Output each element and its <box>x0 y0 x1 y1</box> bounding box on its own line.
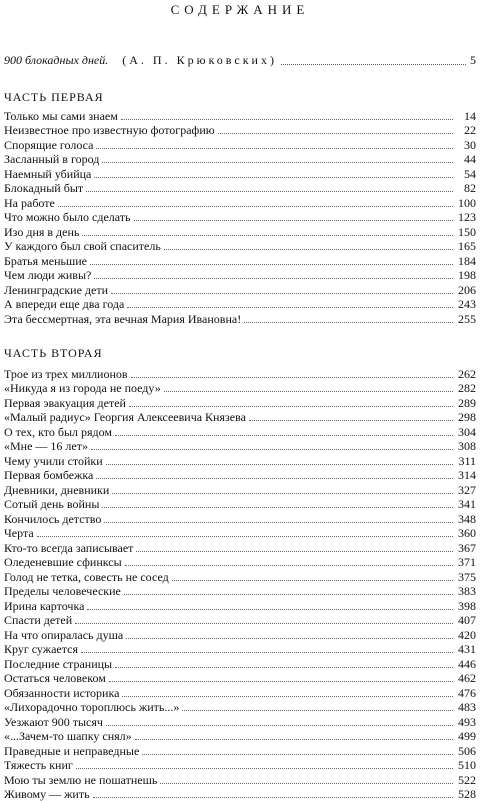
toc-entry-title: Ленинградские дети <box>4 283 108 297</box>
toc-entry-page-number: 499 <box>456 729 476 743</box>
toc-entry[interactable] <box>4 123 476 138</box>
toc-entry-page-number: 54 <box>456 167 476 181</box>
toc-entry-page-number: 398 <box>456 599 476 613</box>
dot-leader <box>93 797 453 798</box>
toc-entry[interactable] <box>4 210 476 225</box>
dot-leader <box>96 148 453 149</box>
toc-entry-page-number: 282 <box>456 381 476 395</box>
toc-entry[interactable] <box>4 424 476 439</box>
dot-leader <box>115 667 453 668</box>
toc-entry-title: Ирина карточка <box>4 599 84 613</box>
dot-leader <box>102 162 453 163</box>
toc-entry-title: Черта <box>4 526 34 540</box>
toc-entry-page-number: 22 <box>456 123 476 137</box>
toc-entry[interactable] <box>4 195 476 210</box>
dot-leader <box>142 754 453 755</box>
toc-entry[interactable] <box>4 282 476 297</box>
toc-entry[interactable] <box>4 584 476 599</box>
toc-entry[interactable] <box>4 152 476 167</box>
toc-entry-page-number: 298 <box>456 410 476 424</box>
toc-entry-title: Уезжают 900 тысяч <box>4 715 103 729</box>
dot-leader <box>81 652 453 653</box>
toc-entry[interactable] <box>4 613 476 628</box>
dot-leader <box>172 580 453 581</box>
toc-entry[interactable] <box>4 224 476 239</box>
part-one-heading: ЧАСТЬ ПЕРВАЯ <box>4 90 104 105</box>
toc-entry[interactable] <box>4 453 476 468</box>
toc-entry-page-number: 150 <box>456 225 476 239</box>
toc-entry-page-number: 431 <box>456 642 476 656</box>
toc-entry-title: Последние страницы <box>4 657 112 671</box>
toc-entry-page-number: 383 <box>456 584 476 598</box>
dot-leader <box>281 64 466 65</box>
toc-entry-page-number: 44 <box>456 152 476 166</box>
dot-leader <box>160 783 453 784</box>
dot-leader <box>164 249 453 250</box>
toc-entry[interactable] <box>4 526 476 541</box>
toc-entry-page-number: 184 <box>456 254 476 268</box>
dot-leader <box>104 522 453 523</box>
dot-leader <box>127 307 453 308</box>
dot-leader <box>111 293 453 294</box>
dot-leader <box>182 710 453 711</box>
dot-leader <box>218 133 453 134</box>
toc-entry-page-number: 82 <box>456 181 476 195</box>
dot-leader <box>102 507 453 508</box>
part-two-list <box>4 366 476 801</box>
toc-entry-title: Чему учили стойки <box>4 454 103 468</box>
toc-entry-page-number: 510 <box>456 758 476 772</box>
toc-entry-page-number: 311 <box>456 454 476 468</box>
toc-entry-page-number: 314 <box>456 468 476 482</box>
dot-leader <box>96 478 453 479</box>
toc-entry-title: Тяжесть книг <box>4 758 73 772</box>
toc-entry-page-number: 341 <box>456 497 476 511</box>
dot-leader <box>121 119 453 120</box>
toc-entry-title: Первая эвакуация детей <box>4 396 126 410</box>
dot-leader <box>125 565 453 566</box>
toc-entry-page-number: 446 <box>456 657 476 671</box>
intro-title: 900 блокадных дней. <box>4 53 108 68</box>
dot-leader <box>91 449 453 450</box>
toc-entry[interactable] <box>4 627 476 642</box>
toc-entry-page-number: 206 <box>456 283 476 297</box>
dot-leader <box>37 536 453 537</box>
toc-entry[interactable] <box>4 540 476 555</box>
dot-leader <box>122 696 453 697</box>
dot-leader <box>129 406 453 407</box>
toc-entry[interactable] <box>4 381 476 396</box>
toc-entry-page-number: 476 <box>456 686 476 700</box>
toc-entry[interactable] <box>4 772 476 787</box>
dot-leader <box>106 725 453 726</box>
dot-leader <box>94 278 453 279</box>
toc-entry[interactable] <box>4 239 476 254</box>
toc-entry[interactable] <box>4 311 476 326</box>
toc-entry-title: «Малый радиус» Георгия Алексеевича Князева <box>4 410 246 424</box>
toc-entry-title: Праведные и неправедные <box>4 744 139 758</box>
toc-entry-title: На что опиралась душа <box>4 628 123 642</box>
toc-entry-title: Спасти детей <box>4 613 72 627</box>
toc-entry[interactable] <box>4 598 476 613</box>
toc-entry[interactable] <box>4 671 476 686</box>
toc-entry[interactable] <box>4 642 476 657</box>
toc-entry-page-number: 14 <box>456 109 476 123</box>
dot-leader <box>244 322 453 323</box>
toc-entry-title: Неизвестное про известную фотографию <box>4 123 215 137</box>
toc-entry-page-number: 308 <box>456 439 476 453</box>
toc-entry-title: О тех, кто был рядом <box>4 425 112 439</box>
dot-leader <box>249 420 453 421</box>
dot-leader <box>135 739 453 740</box>
toc-entry-page-number: 462 <box>456 671 476 685</box>
dot-leader <box>131 377 453 378</box>
toc-entry-page-number: 506 <box>456 744 476 758</box>
toc-entry-page-number: 375 <box>456 570 476 584</box>
dot-leader <box>75 623 453 624</box>
toc-entry[interactable] <box>4 729 476 744</box>
toc-entry-page-number: 304 <box>456 425 476 439</box>
toc-entry[interactable] <box>4 468 476 483</box>
toc-entry-title: Мою ты землю не пошатнешь <box>4 773 157 787</box>
toc-entry-title: На работе <box>4 196 55 210</box>
toc-entry[interactable] <box>4 482 476 497</box>
dot-leader <box>106 464 453 465</box>
toc-entry-title: Что можно было сделать <box>4 210 131 224</box>
intro-page-number: 5 <box>470 53 476 68</box>
dot-leader <box>90 264 453 265</box>
toc-entry-title: Только мы сами знаем <box>4 109 118 123</box>
toc-entry-title: Трое из трех миллионов <box>4 367 128 381</box>
toc-entry-page-number: 165 <box>456 239 476 253</box>
toc-entry-title: Изо дня в день <box>4 225 79 239</box>
toc-entry-page-number: 100 <box>456 196 476 210</box>
toc-entry[interactable] <box>4 268 476 283</box>
dot-leader <box>109 681 453 682</box>
toc-entry-page-number: 360 <box>456 526 476 540</box>
dot-leader <box>58 206 453 207</box>
toc-entry-title: Блокадный быт <box>4 181 83 195</box>
toc-entry[interactable] <box>4 700 476 715</box>
intro-author: (А. П. Крюковских) <box>122 53 277 68</box>
toc-entry-page-number: 367 <box>456 541 476 555</box>
dot-leader <box>134 220 453 221</box>
toc-entry-title: «...Зачем-то шапку снял» <box>4 729 132 743</box>
contents-heading: СОДЕРЖАНИЕ <box>0 2 480 18</box>
toc-entry-page-number: 198 <box>456 268 476 282</box>
toc-entry[interactable] <box>4 395 476 410</box>
dot-leader <box>112 493 453 494</box>
toc-entry[interactable] <box>4 758 476 773</box>
toc-entry-title: Сотый день войны <box>4 497 99 511</box>
toc-entry[interactable] <box>4 569 476 584</box>
toc-entry-page-number: 348 <box>456 512 476 526</box>
dot-leader <box>115 435 453 436</box>
toc-entry-title: Живому — жить <box>4 787 90 801</box>
toc-entry-title: Спорящие голоса <box>4 138 93 152</box>
toc-entry-title: Первая бомбежка <box>4 468 93 482</box>
toc-entry[interactable] <box>4 714 476 729</box>
toc-entry-title: «Никуда я из города не поеду» <box>4 381 161 395</box>
toc-entry-title: Эта бессмертная, эта вечная Мария Ивановна! <box>4 312 241 326</box>
toc-entry-page-number: 262 <box>456 367 476 381</box>
dot-leader <box>136 551 453 552</box>
toc-entry[interactable] <box>4 108 476 123</box>
toc-entry-page-number: 420 <box>456 628 476 642</box>
toc-entry-title: Оледеневшие сфинксы <box>4 555 122 569</box>
dot-leader <box>76 768 453 769</box>
toc-entry-title: Братья меньшие <box>4 254 87 268</box>
dot-leader <box>86 191 453 192</box>
toc-entry-title: Кончилось детство <box>4 512 101 526</box>
toc-entry[interactable] <box>4 253 476 268</box>
intro-entry[interactable] <box>4 52 476 68</box>
toc-entry-page-number: 522 <box>456 773 476 787</box>
toc-entry-title: Дневники, дневники <box>4 483 109 497</box>
dot-leader <box>87 609 453 610</box>
toc-entry-page-number: 371 <box>456 555 476 569</box>
toc-entry-title: «Лихорадочно тороплюсь жить...» <box>4 700 179 714</box>
toc-entry[interactable] <box>4 137 476 152</box>
part-two-heading: ЧАСТЬ ВТОРАЯ <box>4 346 103 361</box>
toc-entry-page-number: 123 <box>456 210 476 224</box>
toc-entry-title: А впереди еще два года <box>4 297 124 311</box>
toc-entry-page-number: 483 <box>456 700 476 714</box>
toc-entry[interactable] <box>4 366 476 381</box>
toc-entry-page-number: 493 <box>456 715 476 729</box>
part-one-list <box>4 108 476 326</box>
toc-entry-page-number: 327 <box>456 483 476 497</box>
toc-entry[interactable] <box>4 410 476 425</box>
toc-entry[interactable] <box>4 787 476 801</box>
toc-entry-page-number: 289 <box>456 396 476 410</box>
toc-entry[interactable] <box>4 166 476 181</box>
dot-leader <box>82 235 453 236</box>
dot-leader <box>164 391 453 392</box>
toc-entry-title: Обязанности историка <box>4 686 119 700</box>
toc-entry-page-number: 243 <box>456 297 476 311</box>
toc-entry-title: Пределы человеческие <box>4 584 121 598</box>
toc-entry-title: У каждого был свой спаситель <box>4 239 161 253</box>
toc-entry[interactable] <box>4 511 476 526</box>
toc-entry-title: «Мне — 16 лет» <box>4 439 88 453</box>
toc-entry-page-number: 255 <box>456 312 476 326</box>
toc-entry-title: Чем люди живы? <box>4 268 91 282</box>
toc-entry-title: Наемный убийца <box>4 167 91 181</box>
toc-entry[interactable] <box>4 743 476 758</box>
toc-entry-title: Круг сужается <box>4 642 78 656</box>
toc-entry-title: Кто-то всегда записывает <box>4 541 133 555</box>
dot-leader <box>94 177 453 178</box>
toc-entry-title: Остаться человеком <box>4 671 106 685</box>
toc-entry[interactable] <box>4 685 476 700</box>
toc-entry-title: Засланный в город <box>4 152 99 166</box>
toc-entry-page-number: 30 <box>456 138 476 152</box>
toc-entry[interactable] <box>4 497 476 512</box>
toc-entry[interactable] <box>4 439 476 454</box>
dot-leader <box>126 638 453 639</box>
toc-entry[interactable] <box>4 656 476 671</box>
toc-entry-page-number: 528 <box>456 787 476 801</box>
toc-entry-page-number: 407 <box>456 613 476 627</box>
toc-entry[interactable] <box>4 555 476 570</box>
toc-entry[interactable] <box>4 181 476 196</box>
dot-leader <box>124 594 453 595</box>
toc-entry[interactable] <box>4 297 476 312</box>
toc-entry-title: Голод не тетка, совесть не сосед <box>4 570 169 584</box>
